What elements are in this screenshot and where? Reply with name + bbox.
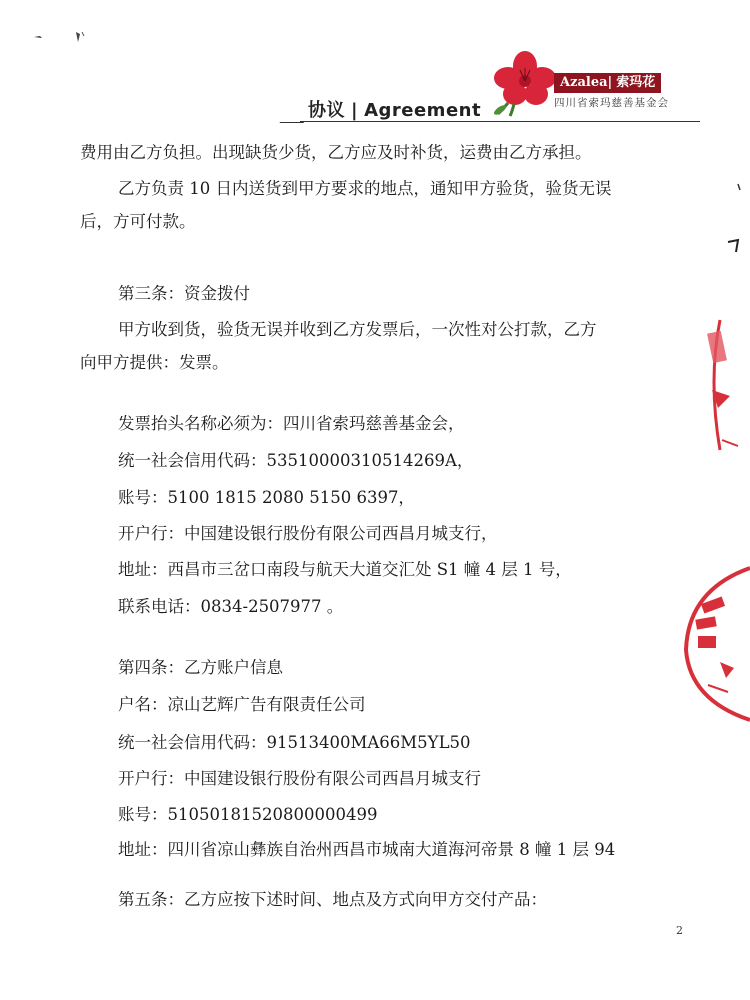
body-line: 费用由乙方负担。出现缺货少货，乙方应及时补货，运费由乙方承担。 <box>80 143 592 162</box>
official-seal-fragment <box>668 560 750 730</box>
document-header-title <box>308 96 481 122</box>
brand-separator: | <box>607 75 613 90</box>
clause-heading: 第四条：乙方账户信息 <box>118 658 283 677</box>
header-rule <box>300 121 700 122</box>
invoice-address-line: 地址：西昌市三岔口南段与航天大道交汇处 S1 幢 4 层 1 号， <box>118 560 572 579</box>
invoice-bank-line: 开户行：中国建设银行股份有限公司西昌月城支行， <box>118 524 498 543</box>
foundation-logo <box>490 48 690 118</box>
account-number-line: 账号：51050181520800000499 <box>118 805 378 824</box>
invoice-credit-code-line: 统一社会信用代码：53510000310514269A， <box>118 451 474 470</box>
clause-heading: 第五条：乙方应按下述时间、地点及方式向甲方交付产品： <box>118 890 547 909</box>
foundation-name: 四川省索玛慈善基金会 <box>554 97 669 109</box>
body-line: 向甲方提供：发票。 <box>80 353 229 372</box>
account-bank-line: 开户行：中国建设银行股份有限公司西昌月城支行 <box>118 769 481 788</box>
logo-banner <box>554 73 661 93</box>
scan-speck <box>724 180 750 260</box>
invoice-title-line: 发票抬头名称必须为：四川省索玛慈善基金会， <box>118 414 465 433</box>
account-credit-code-line: 统一社会信用代码：91513400MA66M5YL50 <box>118 733 471 752</box>
official-seal-fragment <box>690 300 750 480</box>
account-name-line: 户名：凉山艺辉广告有限责任公司 <box>118 695 366 714</box>
title-en: Agreement <box>364 100 482 121</box>
brand-cn: 索玛花 <box>616 75 656 90</box>
body-line: 甲方收到货，验货无误并收到乙方发票后，一次性对公打款，乙方 <box>118 320 597 339</box>
invoice-phone-line: 联系电话：0834-2507977 。 <box>118 597 344 616</box>
body-line: 乙方负责 10 日内送货到甲方要求的地点，通知甲方验货，验货无误 <box>118 179 612 198</box>
azalea-flower-icon <box>490 48 560 118</box>
body-line: 后，方可付款。 <box>80 212 196 231</box>
invoice-account-line: 账号：5100 1815 2080 5150 6397， <box>118 488 415 507</box>
brand-en: Azalea <box>560 75 608 90</box>
scan-speck <box>30 28 90 48</box>
clause-heading: 第三条：资金拨付 <box>118 284 250 303</box>
title-separator: | <box>351 100 359 121</box>
account-address-line: 地址：四川省凉山彝族自治州西昌市城南大道海河帝景 8 幢 1 层 94 <box>118 840 616 859</box>
page-number: 2 <box>676 924 683 937</box>
title-cn: 协议 <box>308 100 345 121</box>
